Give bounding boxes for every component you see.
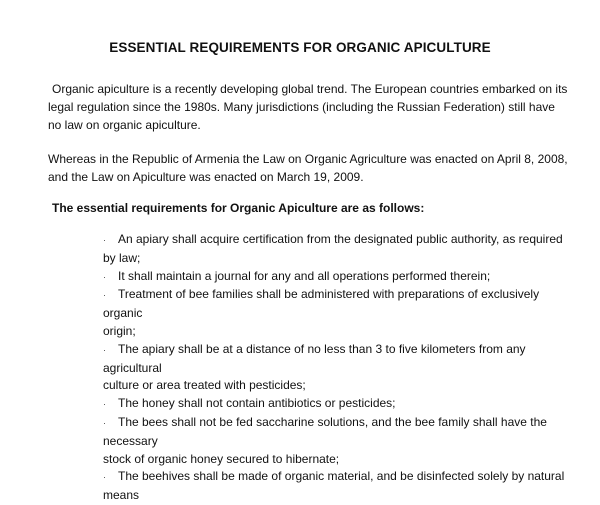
requirements-subheading: The essential requirements for Organic Apiculture are as follows: [52,201,425,215]
list-item-text: An apiary shall acquire certification from the designated public authority, as required by law; [103,232,563,265]
list-item-text: It shall maintain a journal for any and all operations performed therein; [118,268,491,283]
intro-paragraph: Organic apiculture is a recently developing global trend. The European countries embarked on its legal regulation since the 1980s. Many jurisdictions (including the Russian Federation) still have no law on organic apiculture. [48,82,568,132]
bullet-icon: · [103,271,106,282]
armenia-law-paragraph: Whereas in the Republic of Armenia the Law on Organic Agriculture was enacted on April 8, 2008, and the Law on Apiculture was enacted on March 19, 2009. [48,152,568,184]
list-item [103,231,573,268]
list-item-continuation: stock of organic honey secured to hibernate; [103,451,340,466]
list-item-text: Treatment of bee families shall be administered with preparations of exclusively organic [103,287,540,321]
bullet-icon: · [103,472,106,483]
list-item-text: The apiary shall be at a distance of no less than 3 to five kilometers from any agricultural [103,341,526,375]
list-item [103,414,573,468]
list-item [103,468,573,505]
list-item [103,395,573,414]
list-item-continuation: origin; [103,323,136,338]
list-item-text: The beehives shall be made of organic material, and be disinfected solely by natural means [103,469,565,503]
bullet-icon: · [103,399,106,410]
list-item [103,268,573,287]
list-item [103,341,573,395]
bullet-icon: · [103,290,106,301]
bullet-icon: · [103,344,106,355]
bullet-icon: · [103,235,106,245]
list-item [103,286,573,340]
list-item-text: The bees shall not be fed saccharine solutions, and the bee family shall have the necessary [103,414,547,448]
requirements-list [103,231,573,505]
bullet-icon: · [103,417,106,428]
document-title: ESSENTIAL REQUIREMENTS FOR ORGANIC APICULTURE [109,40,491,55]
list-item-text: The honey shall not contain antibiotics or pesticides; [118,396,396,411]
list-item-continuation: culture or area treated with pesticides; [103,378,306,393]
